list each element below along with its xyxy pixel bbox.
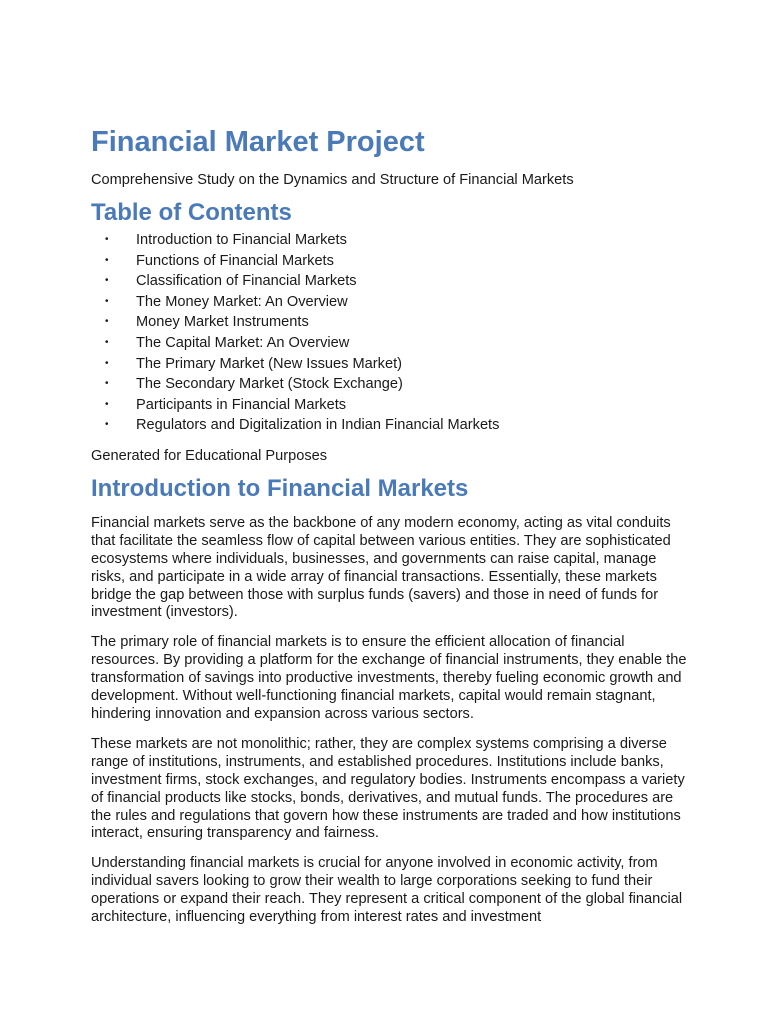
toc-item bbox=[91, 354, 691, 375]
toc-item-label: The Primary Market (New Issues Market) bbox=[136, 355, 402, 372]
generated-note: Generated for Educational Purposes bbox=[91, 447, 328, 464]
bullet-icon: • bbox=[105, 254, 109, 266]
toc-item bbox=[91, 333, 691, 354]
toc-item-label: Regulators and Digitalization in Indian Financial Markets bbox=[136, 417, 500, 434]
document-title: Financial Market Project bbox=[91, 126, 425, 158]
bullet-icon: • bbox=[105, 398, 109, 410]
toc-heading: Table of Contents bbox=[91, 199, 292, 226]
bullet-icon: • bbox=[105, 378, 109, 390]
toc-item-label: The Money Market: An Overview bbox=[136, 293, 348, 310]
toc-item-label: Money Market Instruments bbox=[136, 314, 309, 331]
toc-item-label: The Secondary Market (Stock Exchange) bbox=[136, 376, 403, 393]
bullet-icon: • bbox=[105, 295, 109, 307]
section-heading-introduction: Introduction to Financial Markets bbox=[91, 474, 469, 502]
intro-paragraph: These markets are not monolithic; rather, they are complex systems comprising a diverse range of institutions, instruments, and established procedures. Institutions include banks, investment firms, stock exchanges, and regulatory bodies. Instruments encompass a variety of financial products like stocks, bonds, derivatives, and mutual funds. The procedures are the rules and regulations that govern how these instruments are traded and how institutions interact, ensuring transparency and fairness. bbox=[91, 735, 685, 842]
toc-item-label: Introduction to Financial Markets bbox=[136, 232, 347, 248]
toc-item bbox=[91, 312, 691, 333]
intro-paragraph: Financial markets serve as the backbone of any modern economy, acting as vital conduits that facilitate the seamless flow of capital between various entities. They are sophisticated ecosystems where individuals, businesses, and governments can raise capital, manage risks, and participate in a wide array of financial transactions. Essentially, these markets bridge the gap between those with surplus funds (savers) and those in need of funds for investment (investors). bbox=[91, 514, 671, 621]
bullet-icon: • bbox=[105, 357, 109, 369]
toc-item bbox=[91, 374, 691, 395]
bullet-icon: • bbox=[105, 336, 109, 348]
document-page bbox=[91, 122, 691, 927]
toc-item bbox=[91, 395, 691, 416]
table-of-contents bbox=[91, 230, 691, 436]
toc-item bbox=[91, 415, 691, 436]
bullet-icon: • bbox=[105, 234, 109, 245]
toc-item-label: Functions of Financial Markets bbox=[136, 252, 334, 269]
toc-item bbox=[91, 230, 691, 251]
toc-item-label: Classification of Financial Markets bbox=[136, 273, 357, 290]
bullet-icon: • bbox=[105, 316, 109, 328]
bullet-icon: • bbox=[105, 419, 109, 431]
toc-item-label: Participants in Financial Markets bbox=[136, 396, 347, 413]
intro-paragraph: Understanding financial markets is crucial for anyone involved in economic activity, from individual savers looking to grow their wealth to large corporations seeking to fund their operations or expand their reach. They represent a critical component of the global financial architecture, influencing everything from interest rates and investment bbox=[91, 855, 683, 926]
toc-item-label: The Capital Market: An Overview bbox=[136, 334, 350, 351]
toc-item bbox=[91, 251, 691, 272]
document-subtitle: Comprehensive Study on the Dynamics and Structure of Financial Markets bbox=[91, 172, 574, 188]
bullet-icon: • bbox=[105, 275, 109, 287]
toc-item bbox=[91, 271, 691, 292]
toc-item bbox=[91, 292, 691, 313]
intro-paragraph: The primary role of financial markets is to ensure the efficient allocation of financial resources. By providing a platform for the exchange of financial instruments, they enable the transformation of savings into productive investments, thereby fueling economic growth and development. Without well-functioning financial markets, capital would remain stagnant, hindering innovation and expansion across various sectors. bbox=[91, 634, 687, 722]
